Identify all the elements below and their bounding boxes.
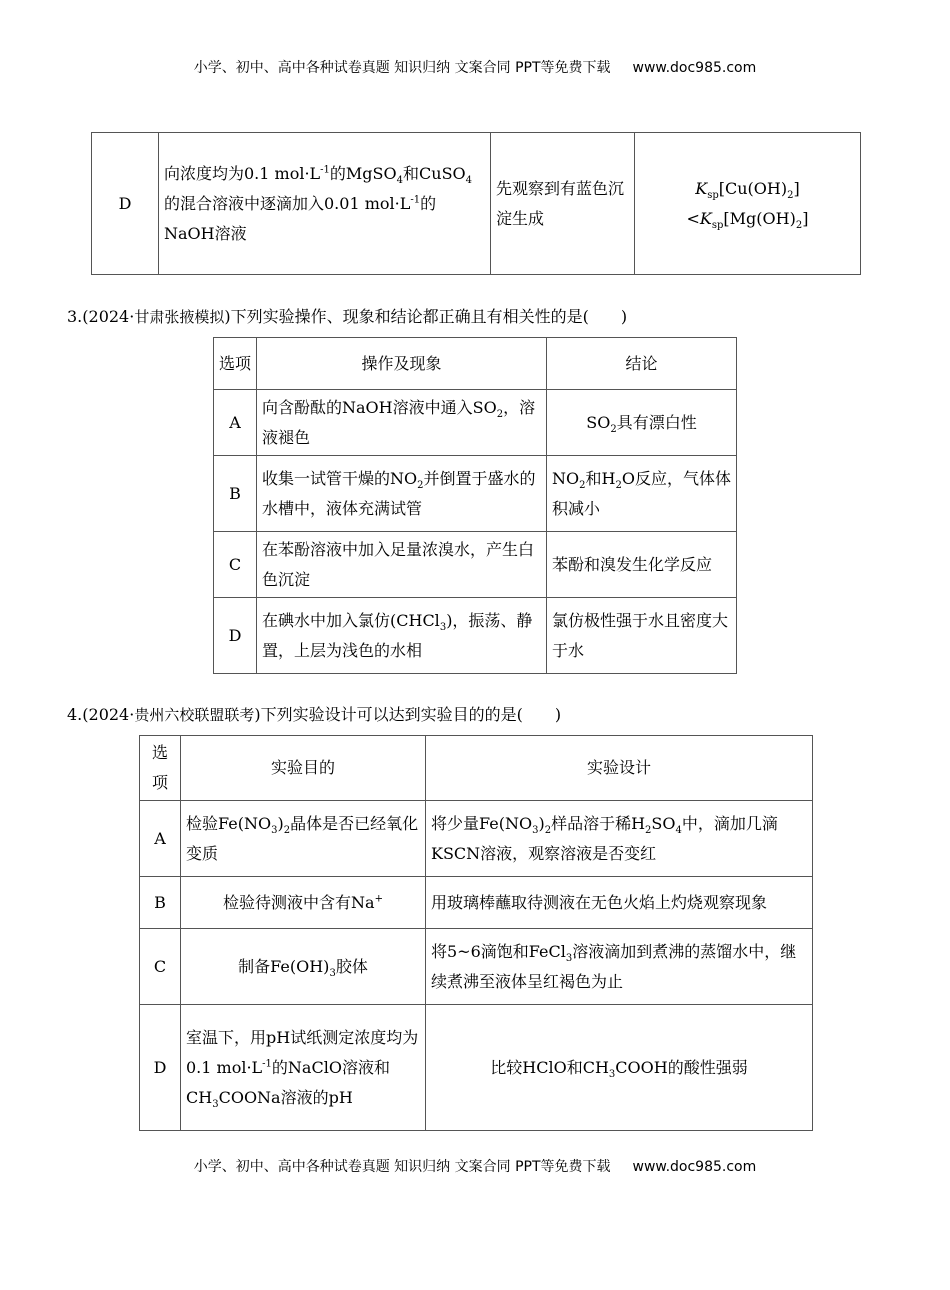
option-cell: A <box>140 801 181 877</box>
design-cell: 将5~6滴饱和FeCl$_3$溶液滴加到煮沸的蒸馏水中，继续煮沸至液体呈红褐色为止 <box>426 929 813 1005</box>
option-cell: C <box>140 929 181 1005</box>
content-cell: 在苯酚溶液中加入足量浓溴水，产生白色沉淀 <box>257 532 547 598</box>
table-header-row <box>214 338 737 390</box>
purpose-cell: 制备$Fe(OH)_3$胶体 <box>181 929 426 1005</box>
table-row <box>140 801 813 877</box>
purpose-cell: 检验$Fe(NO_3)_2$晶体是否已经氧化变质 <box>181 801 426 877</box>
column-header: 操作及现象 <box>257 338 547 390</box>
column-header: 实验目的 <box>181 736 426 801</box>
continued-table <box>91 132 861 275</box>
question-4-table <box>139 735 813 1131</box>
option-cell: D <box>140 1005 181 1131</box>
question-3-stem: 3.(2024·甘肃张掖模拟)下列实验操作、现象和结论都正确且有相关性的是( ) <box>67 307 628 326</box>
table-row <box>214 390 737 456</box>
footer-url[interactable]: www.doc985.com <box>632 1159 757 1175</box>
table-row <box>214 532 737 598</box>
column-header: 结论 <box>547 338 737 390</box>
column-header: 实验设计 <box>426 736 813 801</box>
footer-text: 小学、初中、高中各种试卷真题 知识归纳 文案合同 PPT等免费下载 <box>193 1159 611 1175</box>
column-header: 选项 <box>214 338 257 390</box>
option-cell: B <box>140 877 181 929</box>
table-row <box>214 456 737 532</box>
design-cell: 比较HClO和$CH_3COOH$的酸性强弱 <box>426 1005 813 1131</box>
option-cell: D <box>214 598 257 674</box>
option-cell: D <box>92 133 159 275</box>
conclusion-cell: $SO_2$具有漂白性 <box>547 390 737 456</box>
question-source: 贵州六校联盟联考 <box>134 706 255 724</box>
table-row <box>140 1005 813 1131</box>
option-cell: B <box>214 456 257 532</box>
question-3-table <box>213 337 737 674</box>
conclusion-cell: 氯仿极性强于水且密度大于水 <box>547 598 737 674</box>
table-row <box>140 929 813 1005</box>
content-cell: 收集一试管干燥的$NO_2$并倒置于盛水的水槽中，液体充满试管 <box>257 456 547 532</box>
column-header: 选项 <box>140 736 181 801</box>
design-cell: 将少量$Fe(NO_3)_2$样品溶于稀$H_2SO_4$中，滴加几滴KSCN溶液，观察溶液是否变红 <box>426 801 813 877</box>
page-header <box>0 59 950 77</box>
content-cell: 向含酚酞的NaOH溶液中通入$SO_2$，溶液褪色 <box>257 390 547 456</box>
purpose-cell: 检验待测液中含有Na+ <box>181 877 426 929</box>
conclusion-cell: 苯酚和溴发生化学反应 <box>547 532 737 598</box>
page-footer <box>0 1158 950 1176</box>
option-cell: C <box>214 532 257 598</box>
phenomenon-cell: 先观察到有蓝色沉淀生成 <box>491 133 635 275</box>
option-cell: A <box>214 390 257 456</box>
purpose-cell: 室温下，用pH试纸测定浓度均为0.1 $mol\cdot L^{-1}$的NaClO溶液和$CH_3COONa$溶液的pH <box>181 1005 426 1131</box>
question-source: 甘肃张掖模拟 <box>134 308 225 326</box>
header-url[interactable]: www.doc985.com <box>632 60 757 76</box>
operation-cell: 向浓度均为0.1 $mol\cdot L^{-1}$的MgSO$_4$和CuSO$_4$的混合溶液中逐滴加入0.01 $mol\cdot L^{-1}$的NaOH溶液 <box>159 133 491 275</box>
content-cell: 在碘水中加入氯仿(CHCl$_3$)，振荡、静置，上层为浅色的水相 <box>257 598 547 674</box>
table-row <box>214 598 737 674</box>
question-4-stem: 4.(2024·贵州六校联盟联考)下列实验设计可以达到实验目的的是( ) <box>67 705 562 724</box>
header-text: 小学、初中、高中各种试卷真题 知识归纳 文案合同 PPT等免费下载 <box>193 60 611 76</box>
table-header-row <box>140 736 813 801</box>
design-cell: 用玻璃棒蘸取待测液在无色火焰上灼烧观察现象 <box>426 877 813 929</box>
table-row <box>92 133 861 275</box>
conclusion-cell: $K_{sp}[Cu(OH)_2]<K_{sp}[Mg(OH)_2]$ <box>635 133 861 275</box>
conclusion-cell: $NO_2$和$H_2O$反应，气体体积减小 <box>547 456 737 532</box>
table-row <box>140 877 813 929</box>
